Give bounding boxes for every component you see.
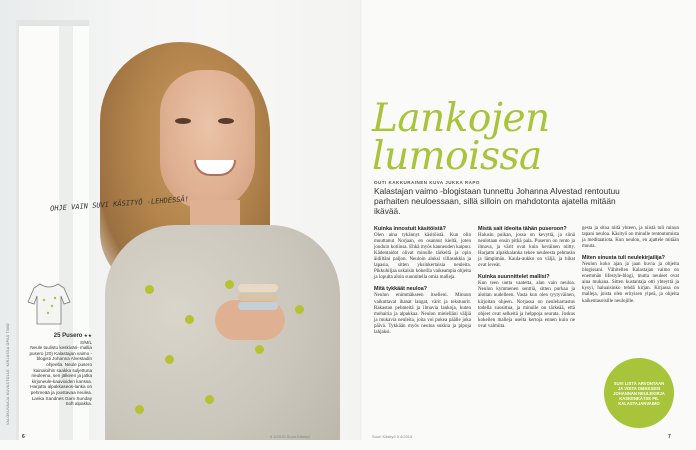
question-heading: Mistä sait ideoita tähän puseroon?	[478, 226, 567, 232]
right-page-number: 7	[668, 434, 671, 440]
byline: OUTI KAKKURAINEN KUVA JUKKA RAPO	[374, 180, 480, 185]
page-footer	[0, 430, 696, 450]
right-issue-info: Suuri Käsityö 5 4/2015	[372, 434, 413, 439]
face	[160, 70, 255, 210]
title-line-1: Lankojen	[372, 96, 550, 141]
column-1	[374, 226, 471, 341]
answer-text: gesta ja sitoa niitä yhteen, ja niistä tuli minun tapani neuloa. Käsityö on minulle rentoutumista ja meditaatiota. Kun neulon, en ajattele mitään muuta.	[582, 226, 679, 250]
question-heading: Miten sinusta tuli neulekirjailija?	[582, 255, 665, 262]
giveaway-badge: SUVI LISTÄ ARVONTAAN JA VOITA OMAKSESI JOHANNAN NEULEKIRJA KASKENKÄTSE PIL KALASTAJANVAIMO	[604, 358, 674, 428]
pattern-number: 25 Pusero	[53, 333, 83, 339]
lead-paragraph: Kalastajan vaimo -blogistaan tunnettu Johanna Alvestad rentoutuu parhaiten neuloessaan, sillä silloin on mahdotonta ajatella mitään ikävää.	[374, 186, 620, 217]
pattern-size: S/M/L	[80, 339, 92, 345]
left-issue-info: 5 4/2015 Suuri Käsityö	[270, 434, 311, 439]
article-title	[372, 96, 550, 179]
answer-text: Neulon koko ajan ja jaan kuvia ja ohjeita blogissani. Vähitellen Kalastajan vaimo on enemmän lifestyle-blogi, mutta neuleet ovat aina mukana. Sitten kustantaja otti yhteyttä ja kysyi, haluaisinko tehdä kirjan. Kirjassa on malleja, joista olen erityisen ylpeä, ja ohjeita kaikentasoisille neulojille.	[582, 262, 679, 304]
photo-credit: VALOKUVAAJA KUVASTOLLE. KIRJASSA OPAS TIMO	[6, 323, 10, 425]
left-page-number: 6	[22, 434, 25, 440]
answer-text: Olen aina tykännyt käsitöistä. Kun olin muuttanut Norjaan, en osannut kieltä, joten jouduin kotiinsa. Ehkä myös kauneuden kaipuu. Kädentaidot olivat minulle tärkeitä ja opin äidiltäni paljon. Neuloin aluksi villasukkia ja lapasia, sitten yksinkertaisia neuleita. Pikkuhiljaa uskalsin kokeilla vaikeampia ohjeita ja lopulta aloin suunnitella omia malleja.	[374, 233, 471, 281]
pattern-level: ★★	[83, 333, 92, 338]
answer-text: Kun teen uutta vaatetta, alan vain neuloa. Neulon kymmenen senttiä, sitten purkaa ja aloitan uudelleen. Vasta kun olen tyytyväinen, kirjoitan ohjeen. Norjassa on neuleharrastus todella suosittua, ja minulle on tärkeää, että ohjeet ovat selkeitä ja helppoja seurata. Joskus kokeilen malleja useita kertoja ennen kuin ne ovat valmiita.	[478, 281, 575, 329]
title-line-2: lumoissa	[372, 134, 542, 179]
bracelet	[238, 284, 278, 292]
eye	[175, 118, 191, 124]
handwritten-note: OHJE VAIN SUVI KÄSITYÖ -LEHDESSÄ!	[49, 195, 190, 213]
bracelet	[238, 302, 278, 310]
question-heading: Kuinka innostuit käsitöistä?	[374, 226, 446, 232]
answer-text: Halusin puikan, jossa on kevyttä, ja siinä neulotaan ensin pitkä pala. Puseron on rento ja ilmava, ja värit ovat kuin keväinen niitty. Harjattu alpakkalanka tekee neuleesta pehmeän ja lämpimän. Kaula-aukko on väljä, ja hihat ovat leveät.	[478, 233, 575, 269]
eye	[218, 118, 234, 124]
bracelet	[238, 293, 278, 301]
column-2	[478, 226, 575, 335]
page-gutter	[360, 0, 362, 440]
question-heading: Kuinka suunnittelet mallisi?	[478, 274, 550, 281]
pattern-yarn: Lanka Sandnes Garn Sunday Soft alpakka.	[31, 395, 92, 407]
pattern-description: Neule tuulistu keskiväri- mallia pusero (20) Kalastajan vaimo -blogisti Johanna Alvestadin ohjeella. Neule pusero kainaloihin saakka suljettuna neuleena, sen jälkeen ja jatka kirjoneule-kaavioiden kanssa. Harjattu alpakkaseos-lanka on pehmeää ja joustavaa neulea.	[29, 345, 92, 395]
column-3	[582, 226, 679, 310]
answer-text: Neulon enimmäkseen itselleni. Minuun vaikuttavat ihanat langat, värit ja tekstuurit. Rakastan pehmeitä ja ilmavia lankoja, kuten mohairia ja alpakkaa. Neulon mielelläni väljiä ja mukavia neuleita, joita voi pukea päälle joka päivä. Tykkään myös neuloa sukkia ja pipoja lahjaksi.	[374, 293, 471, 335]
pattern-sidebar	[28, 333, 92, 407]
question-heading: Mitä tykkäät neuloa?	[374, 286, 428, 293]
sweater-sketch-icon	[26, 280, 72, 328]
